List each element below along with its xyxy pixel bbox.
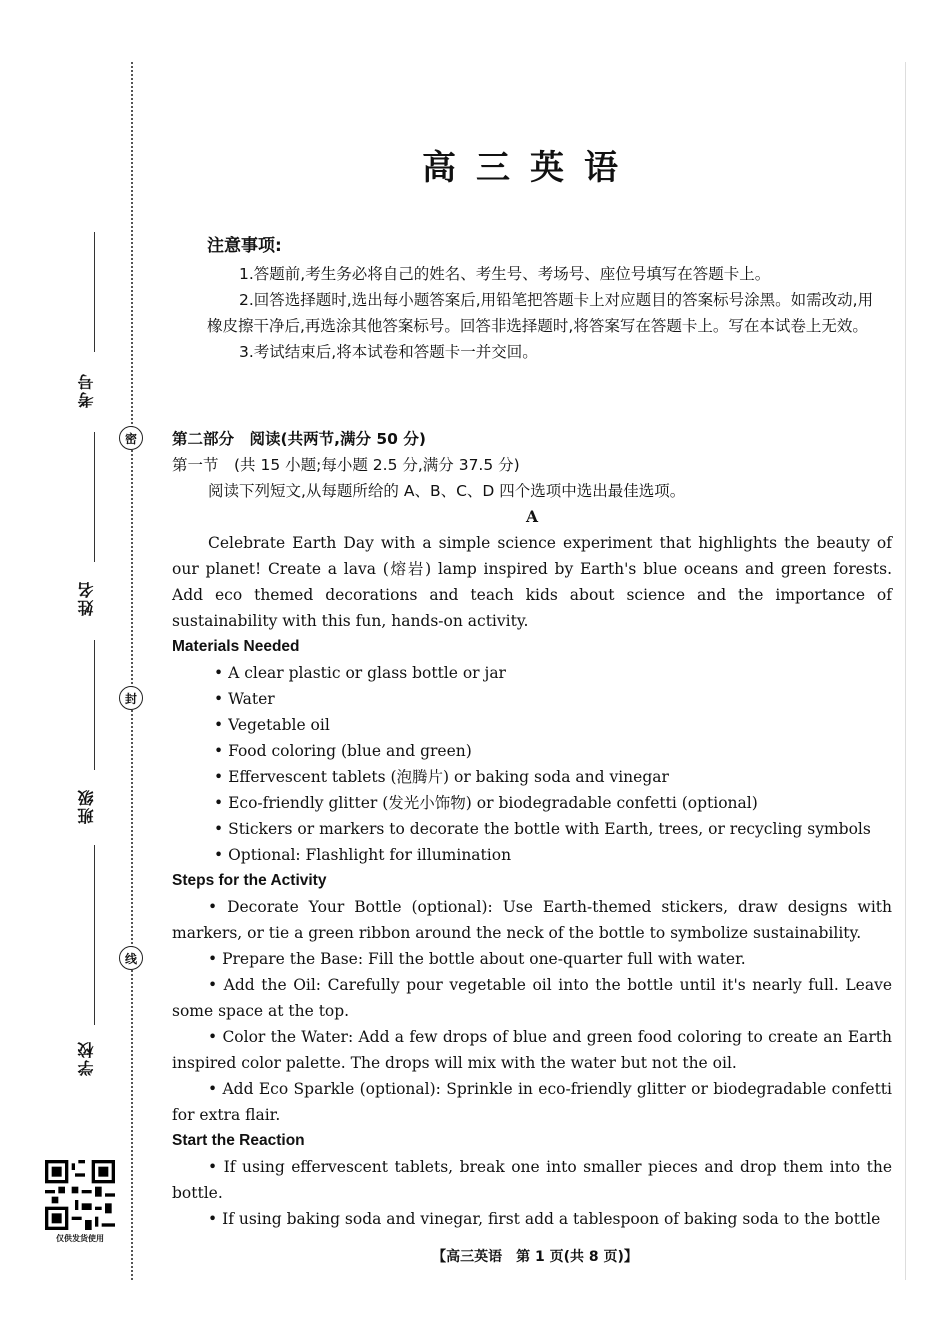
side-field-line bbox=[94, 640, 95, 770]
side-field-line bbox=[94, 232, 95, 352]
side-field-label: 考号 bbox=[77, 372, 96, 408]
notice-item: 2.回答选择题时,选出每小题答案后,用铅笔把答题卡上对应题目的答案标号涂黑。如需改动,用橡皮擦干净后,再选涂其他答案标号。回答非选择题时,将答案写在答题卡上。写在本试卷上无效。 bbox=[207, 291, 874, 335]
page-title: 高三英语 bbox=[422, 148, 638, 188]
notice-heading: 注意事项: bbox=[207, 236, 282, 256]
side-field-line bbox=[94, 845, 95, 1025]
list-item: • Effervescent tablets (泡腾片) or baking soda and vinegar bbox=[214, 768, 669, 786]
qr-code-icon bbox=[45, 1160, 115, 1230]
materials-list bbox=[172, 660, 892, 868]
notice-block bbox=[207, 233, 877, 365]
step-item: • Prepare the Base: Fill the bottle about one-quarter full with water. bbox=[208, 950, 746, 968]
side-field-school bbox=[70, 845, 110, 1085]
list-item: • Stickers or markers to decorate the bottle with Earth, trees, or recycling symbols bbox=[214, 820, 871, 838]
step-item: • Decorate Your Bottle (optional): Use Earth-themed stickers, draw designs with markers, or tie a green ribbon around the neck of the bottle to symbolize sustainability. bbox=[172, 898, 892, 942]
list-item: • Eco-friendly glitter (发光小饰物) or biodegradable confetti (optional) bbox=[214, 794, 758, 812]
reaction-item: • If using baking soda and vinegar, first add a tablespoon of baking soda to the bottle bbox=[208, 1210, 881, 1228]
step-item: • Add the Oil: Carefully pour vegetable oil into the bottle until it's nearly full. Leave some space at the top. bbox=[172, 976, 892, 1020]
list-item: • Water bbox=[214, 690, 275, 708]
seal-char-mi: 密 bbox=[119, 426, 143, 450]
step-item: • Color the Water: Add a few drops of blue and green food coloring to create an Earth inspired color palette. The drops will mix with the water but not the oil. bbox=[172, 1028, 892, 1072]
step-item: • Add Eco Sparkle (optional): Sprinkle in eco-friendly glitter or biodegradable confetti for extra flair. bbox=[172, 1080, 892, 1124]
binding-dotted-line bbox=[131, 62, 133, 1280]
list-item: • A clear plastic or glass bottle or jar bbox=[214, 664, 506, 682]
section-heading: 第一节 (共 15 小题;每小题 2.5 分,满分 37.5 分) bbox=[172, 456, 520, 474]
seal-char-feng: 封 bbox=[119, 686, 143, 710]
qr-note: 仅供发货使用 bbox=[56, 1234, 104, 1243]
side-field-class bbox=[70, 640, 110, 830]
page-edge-line bbox=[905, 62, 906, 1280]
seal-char-xian: 线 bbox=[119, 946, 143, 970]
side-field-exam-number bbox=[70, 232, 110, 412]
page-footer: 【高三英语 第 1 页(共 8 页)】 bbox=[432, 1249, 638, 1265]
notice-item: 3.考试结束后,将本试卷和答题卡一并交回。 bbox=[239, 343, 538, 361]
list-item: • Food coloring (blue and green) bbox=[214, 742, 472, 760]
reaction-item: • If using effervescent tablets, break one into smaller pieces and drop them into the bottle. bbox=[172, 1158, 892, 1202]
materials-heading: Materials Needed bbox=[172, 638, 300, 655]
main-content bbox=[172, 426, 892, 1232]
list-item: • Vegetable oil bbox=[214, 716, 330, 734]
passage-intro: Celebrate Earth Day with a simple science experiment that highlights the beauty of our planet! Create a lava (熔岩) lamp inspired by Earth's blue oceans and green forests. Add eco themed decorations and teach kids about science and the importance of sustainability with this fun, hands-on activity. bbox=[172, 534, 892, 630]
reaction-heading: Start the Reaction bbox=[172, 1132, 305, 1149]
notice-item: 1.答题前,考生务必将自己的姓名、考生号、考场号、座位号填写在答题卡上。 bbox=[239, 265, 771, 283]
side-field-label: 学校 bbox=[77, 1040, 96, 1076]
side-field-line bbox=[94, 432, 95, 562]
passage-label: A bbox=[525, 507, 539, 526]
side-field-name bbox=[70, 432, 110, 622]
instruction: 阅读下列短文,从每题所给的 A、B、C、D 四个选项中选出最佳选项。 bbox=[208, 482, 686, 500]
side-field-label: 班级 bbox=[77, 788, 96, 824]
list-item: • Optional: Flashlight for illumination bbox=[214, 846, 512, 864]
side-field-label: 姓名 bbox=[77, 580, 96, 616]
part-heading: 第二部分 阅读(共两节,满分 50 分) bbox=[172, 430, 426, 448]
steps-heading: Steps for the Activity bbox=[172, 872, 327, 889]
